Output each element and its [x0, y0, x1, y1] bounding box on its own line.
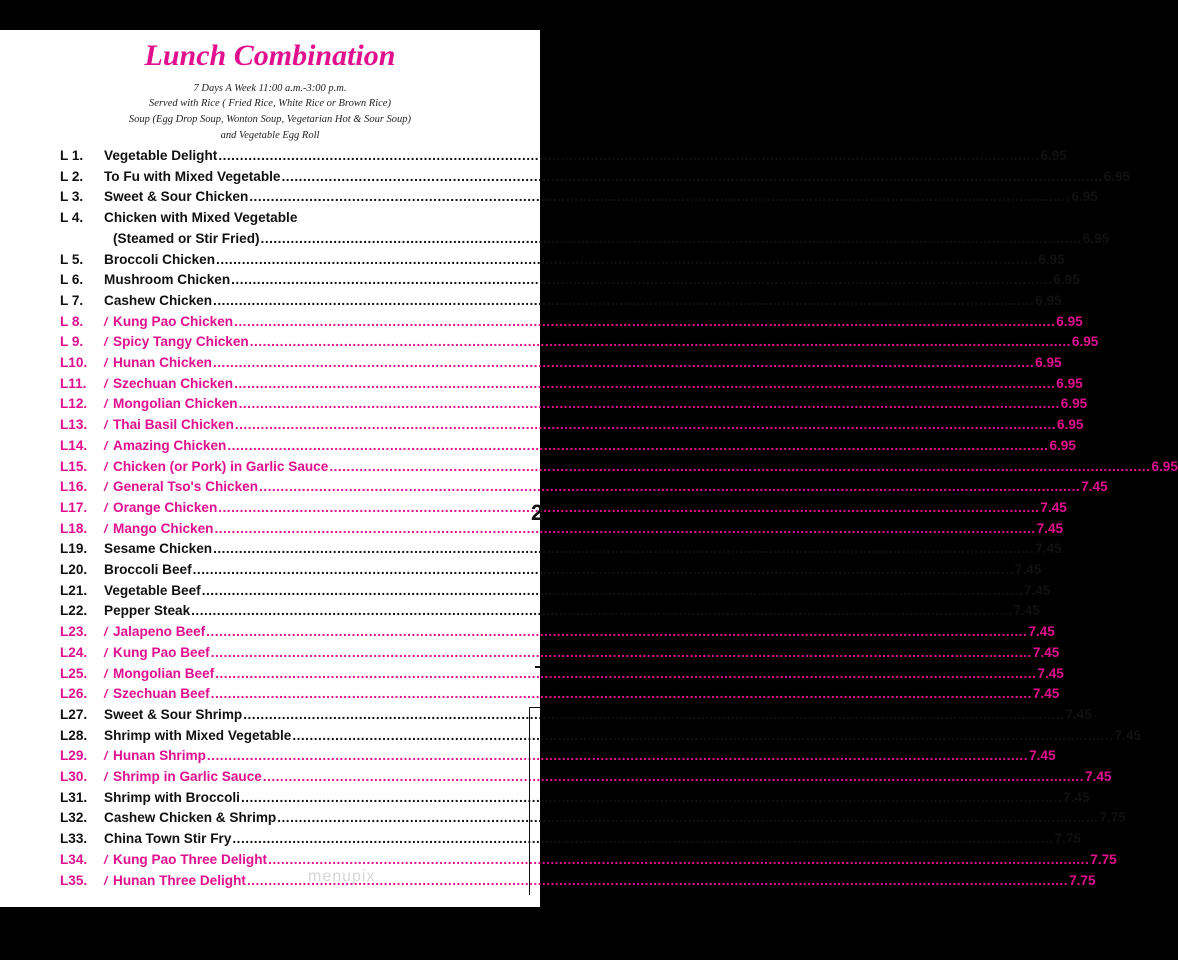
- dot-leader: [234, 314, 1055, 329]
- menu-item: [60, 313, 1083, 334]
- item-name: Jalapeno Beef: [113, 624, 206, 640]
- menu-item: [60, 665, 1064, 686]
- menu-item: [60, 562, 1042, 582]
- menu-item: [60, 541, 1062, 561]
- item-code: L 8.: [60, 313, 84, 329]
- dot-leader: [292, 728, 1113, 743]
- edge-fragment: 2: [531, 500, 544, 525]
- dot-leader: [263, 769, 1084, 784]
- dot-leader: [232, 831, 1053, 846]
- item-code: L12.: [60, 396, 88, 412]
- menu-item: [60, 251, 1065, 272]
- menu-item: [60, 706, 1092, 727]
- item-price: 7.75: [1099, 810, 1126, 826]
- hot-pepper-icon: /: [104, 666, 108, 681]
- dot-leader: [250, 334, 1071, 349]
- edge-line: [529, 707, 530, 895]
- menu-item: [60, 479, 1108, 499]
- hot-pepper-icon: /: [104, 314, 108, 329]
- item-name: Cashew Chicken & Shrimp: [104, 810, 277, 826]
- item-name: Kung Pao Three Delight: [113, 851, 268, 867]
- item-code: L18.: [60, 520, 88, 536]
- item-price: 7.45: [1037, 665, 1064, 681]
- hot-pepper-icon: /: [104, 459, 108, 474]
- dot-leader: [259, 479, 1080, 494]
- dot-leader: [329, 459, 1150, 474]
- item-price: 7.45: [1028, 624, 1055, 640]
- item-code: L13.: [60, 417, 88, 433]
- item-name: Shrimp in Garlic Sauce: [113, 769, 262, 784]
- item-price: 6.95: [1057, 417, 1084, 433]
- hot-pepper-icon: /: [104, 500, 108, 515]
- menu-item: [60, 272, 1080, 292]
- soup-line: Soup (Egg Drop Soup, Wonton Soup, Vegetarian Hot & Sour Soup): [128, 114, 412, 125]
- dot-leader: [213, 293, 1034, 308]
- hot-pepper-icon: /: [104, 749, 108, 764]
- item-name: Hunan Chicken: [113, 355, 212, 370]
- menu-item: [60, 582, 1051, 603]
- dot-leader: [227, 438, 1048, 453]
- dot-leader: [231, 272, 1052, 287]
- menu-item: [60, 603, 1040, 623]
- menu-item: [60, 437, 1076, 458]
- item-name: Shrimp with Mixed Vegetable: [104, 727, 292, 743]
- item-price: 6.95: [1151, 458, 1178, 474]
- dot-leader: [261, 231, 1082, 246]
- rice-line: Served with Rice ( Fried Rice, White Rice or Brown Rice): [149, 98, 391, 109]
- item-name: Sweet & Sour Shrimp: [104, 706, 243, 722]
- item-price: 6.95: [1060, 396, 1088, 412]
- item-code: L 2.: [60, 168, 84, 184]
- item-code: L 6.: [60, 272, 84, 288]
- item-code: L 5.: [60, 251, 84, 267]
- dot-leader: [241, 790, 1062, 805]
- dot-leader: [213, 355, 1034, 370]
- menu-item: [60, 375, 1083, 396]
- dot-leader: [207, 748, 1028, 763]
- menu-title: Lunch Combination: [144, 39, 396, 72]
- watermark: menupix: [308, 868, 376, 885]
- item-code: L20.: [60, 562, 88, 577]
- item-name: Hunan Three Delight: [113, 872, 246, 888]
- menu-item: [60, 396, 1088, 416]
- dot-leader: [235, 417, 1056, 432]
- hot-pepper-icon: /: [104, 873, 108, 888]
- item-name: Spicy Tangy Chicken: [113, 334, 249, 350]
- dot-leader: [215, 666, 1036, 681]
- hot-pepper-icon: /: [104, 356, 108, 370]
- item-code: L27.: [60, 706, 88, 722]
- item-price: 6.95: [1040, 148, 1067, 163]
- item-name: Sweet & Sour Chicken: [104, 189, 249, 205]
- dot-leader: [213, 541, 1034, 556]
- item-name: Pepper Steak: [104, 603, 191, 619]
- menu-item: [60, 499, 1067, 520]
- item-price: 6.95: [1056, 375, 1083, 391]
- menu-item: [60, 168, 1131, 189]
- item-price: 6.95: [1035, 292, 1062, 308]
- item-code: L26.: [60, 686, 88, 702]
- menu-item: [60, 727, 1141, 748]
- item-code: L28.: [60, 727, 88, 743]
- item-code: L 9.: [60, 334, 84, 350]
- item-price: 6.95: [1071, 334, 1099, 350]
- dot-leader: [268, 852, 1089, 867]
- item-name: (Steamed or Stir Fried): [113, 230, 260, 246]
- menu-item: [60, 189, 1098, 209]
- item-price: 7.45: [1081, 479, 1108, 495]
- item-name: Mongolian Beef: [113, 665, 215, 681]
- item-name: Orange Chicken: [113, 499, 218, 515]
- item-code: L21.: [60, 582, 88, 598]
- menu-item: [60, 520, 1064, 541]
- item-name: Szechuan Beef: [113, 686, 210, 702]
- dot-leader: [243, 707, 1064, 722]
- dot-leader: [206, 624, 1027, 639]
- item-price: 6.95: [1049, 437, 1076, 453]
- menu-item: [60, 148, 1067, 168]
- item-name: Hunan Shrimp: [113, 748, 206, 764]
- item-name: Mushroom Chicken: [104, 272, 231, 288]
- item-code: L30.: [60, 769, 88, 784]
- menu-item: [60, 355, 1062, 375]
- menu-item: [60, 789, 1090, 810]
- item-name: Amazing Chicken: [113, 437, 227, 453]
- dot-leader: [234, 376, 1055, 391]
- item-price: 7.45: [1084, 769, 1112, 784]
- menu-item: [60, 230, 1110, 251]
- menu-item: [60, 810, 1126, 830]
- menu-item: [60, 872, 1096, 893]
- item-code: L 3.: [60, 189, 84, 205]
- item-price: 7.45: [1013, 603, 1040, 619]
- item-name: Sesame Chicken: [104, 541, 213, 557]
- item-name: Vegetable Beef: [104, 582, 201, 598]
- menu-item: [60, 851, 1117, 872]
- item-name: China Town Stir Fry: [104, 831, 232, 847]
- dot-leader: [239, 396, 1060, 411]
- item-name: Kung Pao Beef: [113, 644, 210, 660]
- hours-line: 7 Days A Week 11:00 a.m.-3:00 p.m.: [193, 83, 347, 94]
- dot-leader: [277, 810, 1098, 825]
- item-name: To Fu with Mixed Vegetable: [104, 168, 281, 184]
- item-price: 7.75: [1090, 851, 1117, 867]
- item-price: 7.45: [1035, 541, 1062, 557]
- dot-leader: [193, 562, 1014, 577]
- item-price: 6.95: [1053, 272, 1080, 288]
- menu-item: [60, 292, 1062, 313]
- item-code: L17.: [60, 499, 88, 515]
- item-price: 7.45: [1036, 520, 1064, 536]
- item-code: L15.: [60, 458, 88, 474]
- hot-pepper-icon: /: [104, 852, 108, 867]
- item-name: General Tso's Chicken: [113, 479, 259, 495]
- hot-pepper-icon: /: [104, 376, 108, 391]
- hot-pepper-icon: /: [104, 687, 108, 702]
- menu-item: [60, 624, 1055, 644]
- hot-pepper-icon: /: [104, 770, 108, 784]
- menu-page: [0, 30, 1178, 907]
- dot-leader: [249, 189, 1070, 204]
- edge-mark: [535, 666, 540, 668]
- menu-item: [60, 334, 1099, 354]
- dot-leader: [216, 252, 1037, 267]
- item-code: L22.: [60, 603, 88, 619]
- item-name: Chicken with Mixed Vegetable: [104, 210, 298, 226]
- dot-leader: [191, 603, 1012, 618]
- item-price: 7.45: [1029, 748, 1056, 764]
- item-price: 7.45: [1032, 686, 1060, 702]
- item-price: 6.95: [1071, 189, 1098, 205]
- hot-pepper-icon: /: [104, 335, 108, 350]
- item-price: 7.45: [1063, 789, 1090, 805]
- item-name: Vegetable Delight: [104, 148, 218, 163]
- hot-pepper-icon: /: [104, 397, 108, 412]
- menu-item: [60, 458, 1178, 479]
- item-name: Chicken (or Pork) in Garlic Sauce: [113, 458, 329, 474]
- menu-item: [60, 769, 1112, 789]
- dot-leader: [218, 148, 1039, 163]
- menu-item: [60, 748, 1056, 768]
- item-price: 7.45: [1014, 562, 1042, 577]
- dot-leader: [211, 686, 1032, 701]
- item-code: L10.: [60, 355, 88, 370]
- item-name: Broccoli Chicken: [104, 251, 216, 267]
- item-name: Broccoli Beef: [104, 562, 192, 577]
- hot-pepper-icon: /: [104, 645, 108, 660]
- item-code: L31.: [60, 789, 88, 805]
- hot-pepper-icon: /: [104, 521, 108, 536]
- item-name: Szechuan Chicken: [113, 375, 234, 391]
- item-code: L33.: [60, 831, 88, 847]
- item-code: L19.: [60, 541, 88, 557]
- item-price: 6.95: [1035, 355, 1062, 370]
- item-price: 7.45: [1114, 727, 1141, 743]
- item-name: Mango Chicken: [113, 520, 214, 536]
- item-name: Cashew Chicken: [104, 292, 213, 308]
- item-code: L 7.: [60, 292, 84, 308]
- edge-line: [529, 707, 540, 708]
- item-price: 6.95: [1056, 313, 1083, 329]
- dot-leader: [214, 521, 1035, 536]
- item-code: L 4.: [60, 210, 84, 226]
- item-code: L14.: [60, 437, 88, 453]
- item-code: L34.: [60, 851, 88, 867]
- item-price: 7.45: [1032, 644, 1060, 660]
- hot-pepper-icon: /: [104, 438, 108, 453]
- item-code: L11.: [60, 375, 87, 391]
- item-price: 6.95: [1038, 251, 1065, 267]
- item-code: L24.: [60, 644, 88, 660]
- item-name: Thai Basil Chicken: [113, 417, 234, 433]
- item-code: L35.: [60, 872, 88, 888]
- item-name: Shrimp with Broccoli: [104, 789, 240, 805]
- item-name: Kung Pao Chicken: [113, 313, 234, 329]
- egg-roll-line: and Vegetable Egg Roll: [220, 130, 320, 141]
- menu-item: [60, 644, 1060, 665]
- item-code: L 1.: [60, 148, 84, 163]
- menu-item: [60, 210, 476, 230]
- hot-pepper-icon: /: [104, 418, 108, 433]
- dot-leader: [211, 645, 1032, 660]
- item-code: L25.: [60, 665, 88, 681]
- menu-item: [60, 417, 1084, 437]
- item-code: L23.: [60, 624, 88, 640]
- item-price: 7.45: [1023, 582, 1051, 598]
- hot-pepper-icon: /: [104, 625, 108, 640]
- item-price: 7.75: [1054, 831, 1082, 847]
- hot-pepper-icon: /: [104, 480, 108, 495]
- item-name: Mongolian Chicken: [113, 396, 238, 412]
- item-price: 7.45: [1040, 499, 1067, 515]
- item-price: 6.95: [1103, 168, 1131, 184]
- item-code: L29.: [60, 748, 88, 764]
- menu-item: [60, 831, 1082, 851]
- item-price: 6.95: [1082, 230, 1110, 246]
- dot-leader: [202, 583, 1023, 598]
- menu-item: [60, 686, 1060, 706]
- item-code: L16.: [60, 479, 88, 495]
- item-code: L32.: [60, 810, 88, 826]
- dot-leader: [282, 169, 1103, 184]
- dot-leader: [218, 500, 1039, 515]
- item-price: 7.45: [1065, 706, 1092, 722]
- item-price: 7.75: [1069, 872, 1096, 888]
